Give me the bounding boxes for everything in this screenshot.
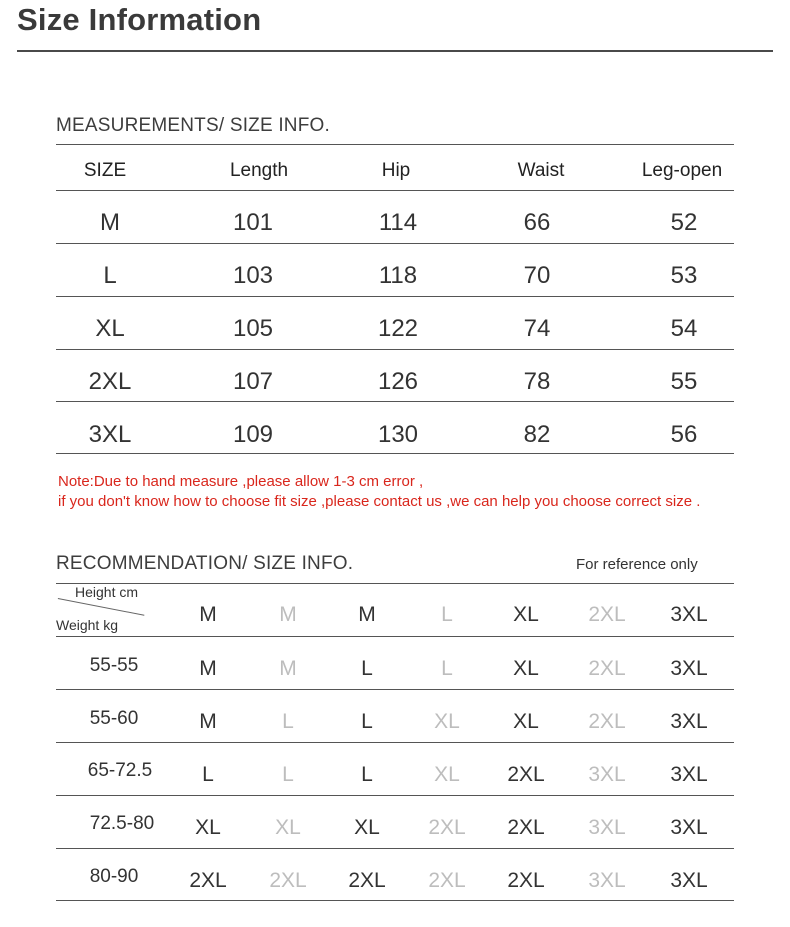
weight-range-label: 55-55 — [89, 655, 139, 676]
measurements-top-rule — [56, 144, 734, 145]
recommendation-row-rule — [56, 848, 734, 849]
recommendation-height-size: M — [358, 603, 376, 626]
reference-note: For reference only — [576, 556, 698, 573]
recommended-size-cell: XL — [513, 657, 539, 680]
recommended-size-cell: M — [199, 710, 217, 733]
recommendation-header-rule — [56, 636, 734, 637]
weight-range-label: 80-90 — [89, 866, 139, 887]
measurement-column-header: Waist — [517, 160, 565, 181]
recommended-size-cell: L — [361, 710, 373, 733]
size-cell: L — [103, 262, 117, 289]
recommended-size-cell: XL — [195, 816, 221, 839]
recommended-size-cell: 3XL — [588, 763, 626, 786]
weight-range-label: 65-72.5 — [87, 760, 153, 781]
measurement-cell: 55 — [670, 368, 698, 395]
measurement-cell: 122 — [377, 315, 419, 342]
size-cell: 2XL — [88, 368, 132, 395]
recommended-size-cell: L — [202, 763, 214, 786]
recommended-size-cell: 2XL — [428, 816, 466, 839]
recommended-size-cell: XL — [275, 816, 301, 839]
recommended-size-cell: 3XL — [670, 763, 708, 786]
recommended-size-cell: XL — [354, 816, 380, 839]
measurement-cell: 54 — [670, 315, 698, 342]
recommended-size-cell: XL — [434, 710, 460, 733]
recommended-size-cell: 3XL — [670, 816, 708, 839]
recommended-size-cell: 3XL — [670, 710, 708, 733]
size-cell: 3XL — [88, 421, 132, 448]
measurements-header-rule — [56, 190, 734, 191]
measurement-column-header: Length — [229, 160, 289, 181]
measurements-row-rule — [56, 296, 734, 297]
measurement-cell: 66 — [523, 209, 551, 236]
weight-range-label: 55-60 — [89, 708, 139, 729]
measurement-column-header: Leg-open — [641, 160, 723, 181]
measurement-cell: 82 — [523, 421, 551, 448]
measurement-cell: 70 — [523, 262, 551, 289]
recommended-size-cell: 2XL — [507, 763, 545, 786]
recommendation-row-rule — [56, 900, 734, 901]
recommendation-height-size: 3XL — [670, 603, 708, 626]
size-cell: XL — [95, 315, 125, 342]
measurement-cell: 56 — [670, 421, 698, 448]
recommendation-height-size: M — [279, 603, 297, 626]
measurements-row-rule — [56, 401, 734, 402]
recommendation-height-size: XL — [513, 603, 539, 626]
corner-diagonal-line — [58, 598, 145, 616]
measurements-row-rule — [56, 453, 734, 454]
measurement-cell: 52 — [670, 209, 698, 236]
recommendation-height-size: L — [441, 603, 453, 626]
measurement-cell: 101 — [232, 209, 274, 236]
measurement-cell: 103 — [232, 262, 274, 289]
measurements-heading: MEASUREMENTS/ SIZE INFO. — [56, 115, 330, 136]
recommended-size-cell: L — [282, 710, 294, 733]
recommended-size-cell: L — [441, 657, 453, 680]
recommended-size-cell: M — [279, 657, 297, 680]
measurements-row-rule — [56, 349, 734, 350]
measurement-cell: 107 — [232, 368, 274, 395]
recommendation-row-rule — [56, 795, 734, 796]
recommendation-row-rule — [56, 689, 734, 690]
recommendation-row-rule — [56, 742, 734, 743]
note-line-1: Note:Due to hand measure ,please allow 1-3 cm error , — [58, 473, 424, 490]
measurement-cell: 78 — [523, 368, 551, 395]
size-cell: M — [100, 209, 120, 236]
recommended-size-cell: 2XL — [269, 869, 307, 892]
recommendation-height-size: M — [199, 603, 217, 626]
measurement-cell: 118 — [378, 262, 418, 289]
measurement-cell: 74 — [523, 315, 551, 342]
measurement-cell: 105 — [232, 315, 274, 342]
recommended-size-cell: 2XL — [507, 869, 545, 892]
measurement-cell: 109 — [232, 421, 274, 448]
recommended-size-cell: 2XL — [507, 816, 545, 839]
recommendation-heading: RECOMMENDATION/ SIZE INFO. — [56, 553, 354, 574]
measurements-row-rule — [56, 243, 734, 244]
recommended-size-cell: 3XL — [588, 869, 626, 892]
recommended-size-cell: 2XL — [348, 869, 386, 892]
recommended-size-cell: XL — [513, 710, 539, 733]
title-divider — [17, 50, 773, 52]
corner-weight-label: Weight kg — [56, 617, 118, 633]
recommendation-top-rule — [56, 583, 734, 584]
measurement-cell: 126 — [377, 368, 419, 395]
weight-range-label: 72.5-80 — [89, 813, 155, 834]
recommended-size-cell: 3XL — [588, 816, 626, 839]
recommended-size-cell: M — [199, 657, 217, 680]
recommendation-height-size: 2XL — [588, 603, 626, 626]
recommended-size-cell: XL — [434, 763, 460, 786]
measurement-cell: 130 — [377, 421, 419, 448]
recommended-size-cell: L — [361, 657, 373, 680]
corner-height-label: Height cm — [75, 584, 139, 600]
measurement-column-header: Hip — [381, 160, 411, 181]
recommended-size-cell: L — [282, 763, 294, 786]
recommended-size-cell: 3XL — [670, 869, 708, 892]
recommended-size-cell: L — [361, 763, 373, 786]
recommended-size-cell: 2XL — [428, 869, 466, 892]
measurement-cell: 53 — [670, 262, 698, 289]
recommended-size-cell: 2XL — [588, 710, 626, 733]
recommended-size-cell: 3XL — [670, 657, 708, 680]
measurement-column-header: SIZE — [83, 160, 127, 181]
recommended-size-cell: 2XL — [588, 657, 626, 680]
recommended-size-cell: 2XL — [189, 869, 227, 892]
measurement-cell: 114 — [378, 209, 418, 236]
page-title: Size Information — [17, 2, 262, 37]
note-line-2: if you don't know how to choose fit size ,please contact us ,we can help you choose correct size . — [58, 493, 701, 510]
